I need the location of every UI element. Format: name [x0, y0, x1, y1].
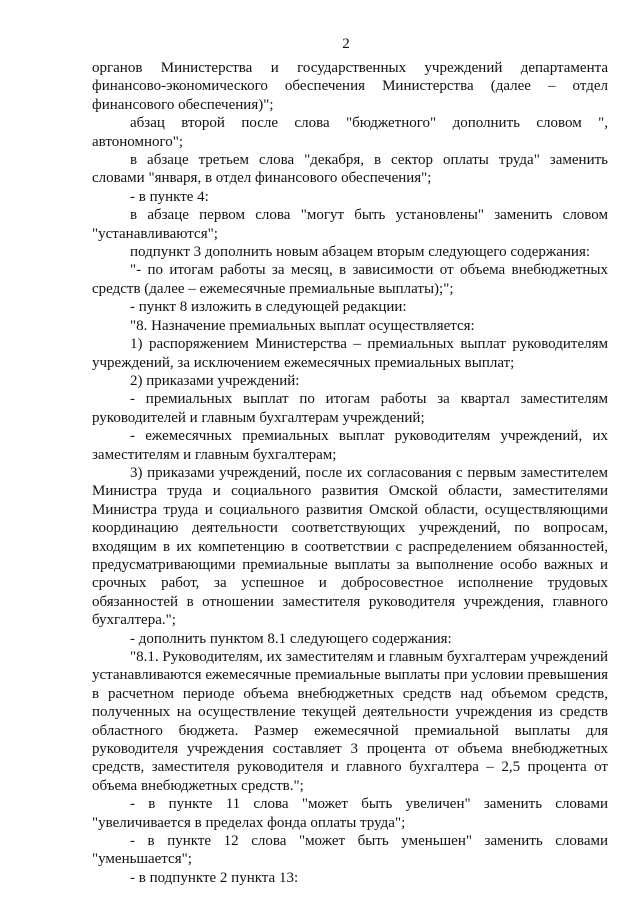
paragraph: подпункт 3 дополнить новым абзацем вторым следующего содержания:	[130, 244, 591, 261]
paragraph: 3) приказами учреждений, после их согласования с первым заместителем Министра труда и социального развития Омской области, заместителями Министра труда и социального развития Омской области, осуществляющими координацию деятельности соответствующих учреждений, по вопросам, входящим в их компетенцию в соответствии с распределением обязанностей, предусматривающими премиальные выплаты за выполнение особо важных и срочных работ, за успешное и добросовестное исполнение трудовых обязанностей в отношении заместителя руководителя учреждения, главного бухгалтера.";	[92, 464, 608, 629]
paragraph: - дополнить пунктом 8.1 следующего содержания:	[130, 630, 452, 647]
paragraph: - в пункте 11 слова "может быть увеличен" заменить словами "увеличивается в пределах фонда оплаты труда";	[92, 796, 608, 831]
paragraph: в абзаце третьем слова "декабря, в сектор оплаты труда" заменить словами "января, в отдел финансового обеспечения";	[92, 152, 608, 187]
paragraph: - в пункте 12 слова "может быть уменьшен" заменить словами "уменьшается";	[92, 833, 608, 868]
paragraph: "8.1. Руководителям, их заместителям и главным бухгалтерам учреждений устанавливаются ежемесячные премиальные выплаты при условии превышения в расчетном периоде объема внебюджетных средств над объемом средств, полученных на осуществление текущей деятельности учреждения из средств областного бюджета. Размер ежемесячной премиальной выплаты для руководителя учреждения составляет 3 процента от объема внебюджетных средств, заместителя руководителя и главного бухгалтера – 2,5 процента от объема внебюджетных средств.";	[92, 649, 608, 794]
paragraph: - пункт 8 изложить в следующей редакции:	[130, 299, 407, 316]
paragraph: - премиальных выплат по итогам работы за квартал заместителям руководителей и главным бухгалтерам учреждений;	[92, 391, 608, 426]
paragraph: "8. Назначение премиальных выплат осуществляется:	[130, 317, 475, 334]
paragraph: 1) распоряжением Министерства – премиальных выплат руководителям учреждений, за исключением ежемесячных премиальных выплат;	[92, 336, 608, 371]
paragraph: в абзаце первом слова "могут быть установлены" заменить словом "устанавливаются";	[92, 207, 608, 242]
paragraph: - ежемесячных премиальных выплат руководителям учреждений, их заместителям и главным бухгалтерам;	[92, 428, 608, 463]
paragraph: абзац второй после слова "бюджетного" дополнить словом ", автономного";	[92, 115, 608, 150]
paragraph: 2) приказами учреждений:	[130, 372, 300, 389]
paragraph: - в подпункте 2 пункта 13:	[130, 869, 299, 886]
document-body	[92, 59, 608, 887]
page-number: 2	[342, 36, 350, 52]
paragraph: - в пункте 4:	[130, 188, 209, 205]
paragraph: органов Министерства и государственных учреждений департамента финансово-экономического обеспечения Министерства (далее – отдел финансового обеспечения)";	[92, 60, 608, 113]
paragraph: "- по итогам работы за месяц, в зависимости от объема внебюджетных средств (далее – ежемесячные премиальные выплаты);";	[92, 262, 608, 297]
